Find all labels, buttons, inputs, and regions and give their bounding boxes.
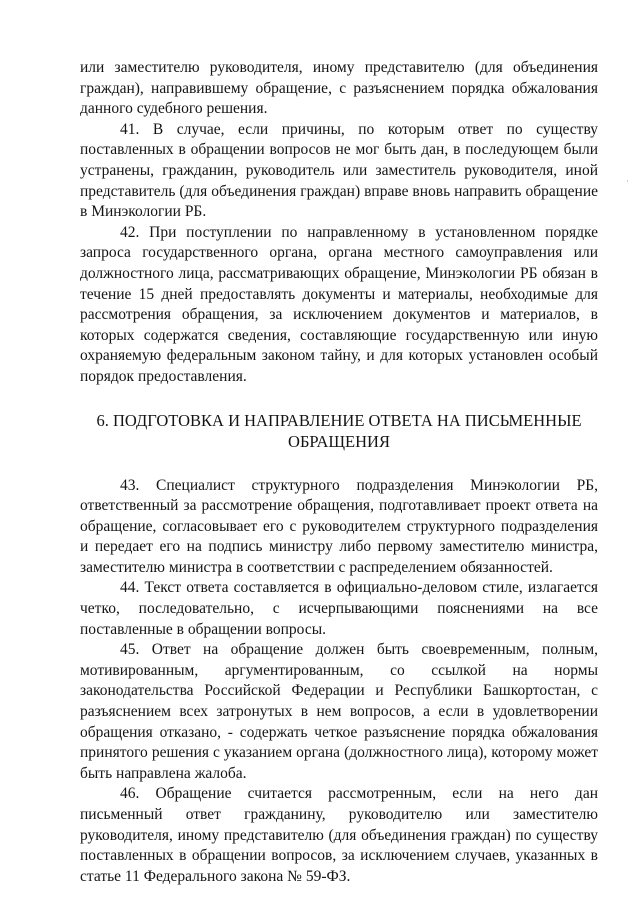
document-page <box>80 58 598 887</box>
paragraph-43: 43. Специалист структурного подразделения Минэкологии РБ, ответственный за рассмотрение обращения, подготавливает проект ответа на обращение, согласовывает его с руководителем структурного подразделения и передает его на подпись министру либо первому заместителю министра, заместителю министра в соответствии с распределением обязанностей. <box>80 476 598 576</box>
paragraph-45: 45. Ответ на обращение должен быть своевременным, полным, мотивированным, аргументированным, со ссылкой на нормы законодательства Российской Федерации и Республики Башкортостан, с разъяснением всех затронутых в нем вопросов, а если в удовлетворении обращения отказано, - содержать четкое разъяснение порядка обжалования принятого решения с указанием органа (должностного лица), которому может быть направлена жалоба. <box>80 641 598 782</box>
paragraph-46: 46. Обращение считается рассмотренным, если на него дан письменный ответ гражданину, руководителю или заместителю руководителя, иному представителю (для объединения граждан) по существу поставленных в обращении вопросов, за исключением случаев, указанных в статье 11 Федерального закона № 59-ФЗ. <box>80 785 598 885</box>
paragraph-42: 42. При поступлении по направленному в установленном порядке запроса государственного органа, органа местного самоуправления или должностного лица, рассматривающих обращение, Минэкологии РБ обязан в течение 15 дней предоставлять документы и материалы, необходимые для рассмотрения обращения, за исключением документов и материалов, в которых содержатся сведения, составляющие государственную или иную охраняемую федеральным законом тайну, и для которых установлен особый порядок предоставления. <box>80 223 598 385</box>
section-6-heading: 6. ПОДГОТОВКА И НАПРАВЛЕНИЕ ОТВЕТА НА ПИСЬМЕННЫЕ ОБРАЩЕНИЯ <box>96 410 582 451</box>
paragraph-41: 41. В случае, если причины, по которым ответ по существу поставленных в обращении вопросов не мог быть дан, в последующем были устранены, гражданин, руководитель или заместитель руководителя, иной представитель (для объединения граждан) вправе вновь направить обращение в Минэкологии РБ. <box>80 120 598 221</box>
paragraph-intro: или заместителю руководителя, иному представителю (для объединения граждан), направившему обращение, с разъяснением порядка обжалования данного судебного решения. <box>80 59 598 118</box>
margin-mark: · <box>626 176 629 186</box>
paragraph-44: 44. Текст ответа составляется в официально-деловом стиле, излагается четко, последовательно, с исчерпывающими пояснениями на все поставленные в обращении вопросы. <box>80 579 598 638</box>
